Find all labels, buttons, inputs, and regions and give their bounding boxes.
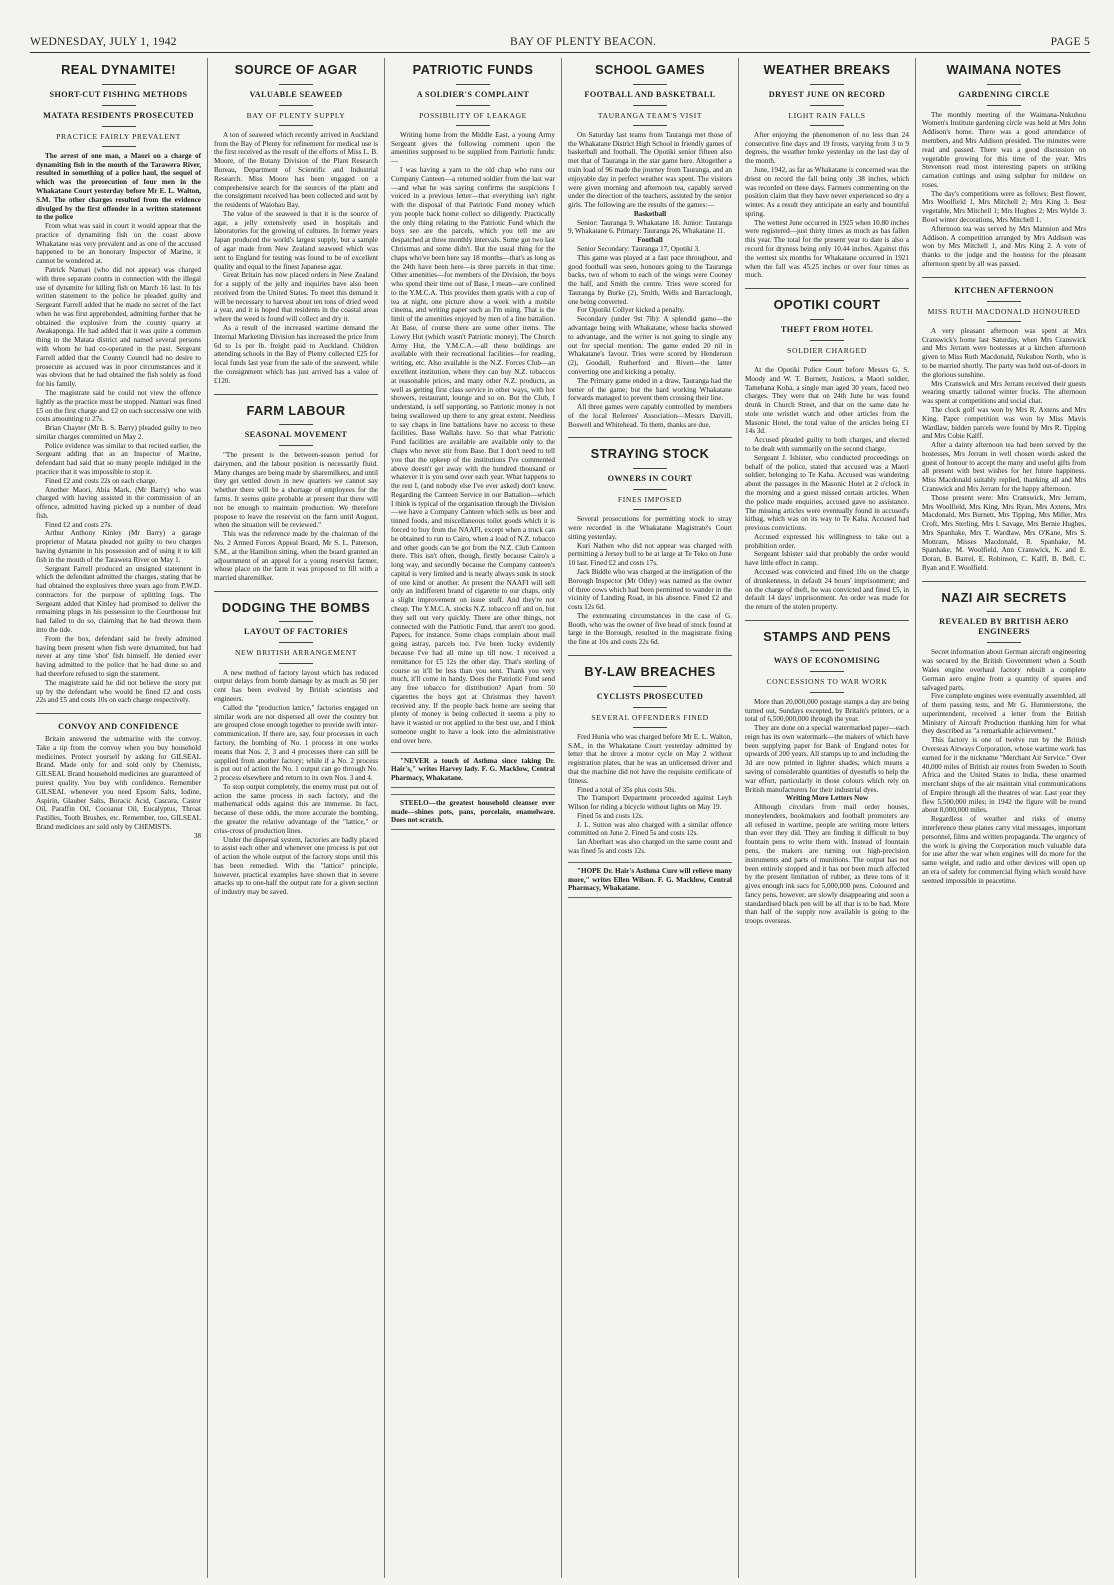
- paragraph: Secondary (under 9st 7lb): A splendid game—the advantage being with Whakatane, whose backs showed to advantage, and the writer is not going to single any out for special mention. The game ended 20 nil in Whakatane's favour. Tries were scored by Henderson (2), Goodall, Rutherford and Rivett—the latter converting one and kicking a penalty.: [568, 315, 732, 376]
- paragraph: The day's competitions were as follows: Best flower, Mrs Woolfield 1, Mrs Mitchell 2; Mrs King 3. Best vegetable, Mrs Mitchell 1; Mrs Hughes 2; Mrs Wylde 3. Bowl winter decorations, Mrs Mitchell 1.: [922, 189, 1086, 224]
- ad-headline: CONVOY AND CONFIDENCE: [58, 722, 179, 732]
- paragraph: Regardless of weather and risks of enemy interference these planes carry vital messages, important personnel, films and written propaganda. The urgency of the work is giving the Corporation much valuable data for use after the war when engines will do more for the same weight, and radio and other devices will open up an era of safety for commercial flying which would have seemed impossible in peacetime.: [922, 815, 1086, 885]
- paragraph: Under the dispersal system, factories are badly placed to assist each other and whenever one process is put out of action the whole output of the factory stops until this has been remedied. With the "lattice" principle, however, practical examples have shown that in severe attacks up to one-half the output rate for a given section of industry may be saved.: [214, 835, 378, 897]
- article-by-law-breaches: [568, 664, 732, 856]
- paragraph: Great Britain has now placed orders in New Zealand for a supply of the jelly and inquiries have also been received from the United States. To meet this demand it will be necessary to harvest about ten tons of dried weed a year, and it is hoped that residents in the coastal areas where the weed is found will collect and dry it.: [214, 271, 378, 324]
- headline: REAL DYNAMITE!: [61, 62, 176, 77]
- paragraph: Police evidence was similar to that recited earlier, the Sergeant adding that as an Inspector of Marine, defendant had said that so many people indulged in the practice that it was impossible to stop it.: [36, 441, 201, 476]
- divider: [633, 105, 667, 106]
- paragraph: Brian Chayter (Mr B. S. Barry) pleaded guilty to two similar charges committed on May 2.: [36, 424, 201, 441]
- paragraph: The clock golf was won by Mrs R. Axtens and Mrs King. Paper competition was won by Miss Mavis Wardlaw, hidden parcels were found by Mrs R. Tipping and Mrs Cobie Kalff.: [922, 405, 1086, 441]
- subheading: A SOLDIER'S COMPLAINT: [416, 89, 530, 99]
- divider: [456, 125, 490, 126]
- subheading: NEW BRITISH ARRANGEMENT: [234, 648, 358, 658]
- subheading: KITCHEN AFTERNOON: [954, 285, 1054, 295]
- article-straying-stock: [568, 446, 732, 647]
- paragraph: Called the "production lattice," factories engaged on similar work are not dispersed all over the country but are grouped close enough together to provide swift inter-communication. If there are, say, four processes in each factory, the bombing of No. 1 process in one works means that Nos. 2, 3 and 4 processes there can still be supplied from another factory; while if a No. 2 process is put out of action the No. 1 output can go through No. 2 process elsewhere and return to its own Nos. 3 and 4.: [214, 703, 378, 783]
- divider: [987, 611, 1021, 612]
- paragraph: Five complete engines were eventually assembled, all of them passing tests, and Mr G. Hummerstone, the superintendent, received a letter from the British Ministry of Aircraft Production thanking him for what they described as "a remarkable achievement.": [922, 692, 1086, 736]
- paragraph: All three games were capably controlled by members of the local Referees' Association—Messrs Darvill, Boswell and Whitehead. To them, thanks are due.: [568, 403, 732, 429]
- paragraph: They are done on a special watermarked paper—each reign has its own watermark—the makers of which have been supplying paper for Bank of England notes for upwards of 200 years. All stamps up to and including the 3d are now printed in lighter shades, which means a saving of considerable quantities of dyestuffs to help the war effort, particularly in those colours which rely on British manufacturers for their industrial dyes.: [745, 724, 909, 794]
- divider: [279, 445, 313, 446]
- subheading: MATATA RESIDENTS PROSECUTED: [43, 110, 194, 120]
- divider: [279, 105, 313, 106]
- section-divider: [745, 620, 909, 621]
- subheading: CONCESSIONS TO WAR WORK: [766, 677, 888, 687]
- divider: [456, 84, 490, 85]
- divider: [987, 105, 1021, 106]
- ad-text: "HOPE Dr. Hair's Asthma Cure will relieve many more," writes Ellen Wilson. F. G. Macklow, Central Pharmacy, Whakatane.: [568, 866, 732, 893]
- divider: [279, 621, 313, 622]
- column-5: [738, 58, 915, 1578]
- divider: [810, 671, 844, 672]
- headline: SCHOOL GAMES: [595, 62, 705, 77]
- headline: STAMPS AND PENS: [763, 628, 891, 644]
- divider: [633, 686, 667, 687]
- paragraph: To stop output completely, the enemy must put out of action the same process in each factory, and the mathematical odds against this are immense. In fact, because of these odds, the more accurate the bombing, the greater the relative advantage of the "lattice," or criss-cross of production lines.: [214, 782, 378, 835]
- ad-asthma-cure: [391, 752, 555, 788]
- subheading: SEVERAL OFFENDERS FINED: [591, 712, 709, 722]
- ad-text: STEELO—the greatest household cleanser ever made—shines pots, pans, porcelain, enamelware. Does not scratch.: [391, 798, 555, 825]
- divider: [279, 424, 313, 425]
- subheading: TAURANGA TEAM'S VISIT: [597, 110, 703, 120]
- headline: BY-LAW BREACHES: [584, 664, 716, 679]
- paragraph: Sergeant Farrell produced an unsigned statement in which the defendant admitted the charges, stating that he had obtained the explosives three years ago from P.W.D. contractors for the purpose of splitting logs. The Sergeant added that Kinley had promised to deliver the remaining plugs in his possession to the Courthouse but had failed to do so, claiming that he had thrown them into the tide.: [36, 564, 201, 635]
- paragraph: The monthly meeting of the Waimana-Nukuhou Women's Institute gardening circle was held at Mrs John Addison's home. There was a good attendance of members, and Mrs Addison presided. The minutes were read and passed. There was a good discussion on vegetable growing for this time of the year. Mrs Stevenson read most interesting papers on striking carnation cuttings and using sulphur for mildew on roses.: [922, 110, 1086, 189]
- column-6: [915, 58, 1092, 1578]
- divider: [279, 84, 313, 85]
- subheading: LAYOUT OF FACTORIES: [244, 627, 348, 637]
- article-opotiki-court: [745, 297, 909, 612]
- paragraph: Although circulars from mail order houses, moneylenders, bookmakers and football promoters are all refused in wartime, people are writing more letters than ever they did. They are finding it difficult to buy fountain pens to write them with. Instead of fountain pens, the makers are turning out high-precision instruments and parts of munitions. The output has not been entirely stopped and it has not been much affected by the present limitation of rubber, as three tons of it gives enough ink sacs for 5,000,000 pens. Coloured and fancy pens, however, are slowly disappearing and soon a standardised black pen will be all that is to be had. More than half of the supply now available is going to the troops overseas.: [745, 803, 909, 926]
- paragraph: Mrs Cranswick and Mrs Jerram received their guests wearing smartly tailored winter frocks. The afternoon was spent at competitions and social chat.: [922, 379, 1086, 406]
- paragraph: A new method of factory layout which has reduced output delays from bomb damage by as much as 50 per cent has been evolved by British scientists and engineers.: [214, 668, 378, 704]
- ad-body: Britain answered the submarine with the convoy. Take a tip from the convoy when you buy household medicines. Protect yourself by asking for GILSEAL Brand. Made only for and sold only by Chemists, GILSEAL Brand household medicines are guaranteed of purest quality. You buy with confidence. Remember GILSEAL whenever you need Epsom Salts, Iodine, Aspirin, Glauber Salts, Boracic Acid, Cascara, Castor Oil, Paraffin Oil, Cocoanut Oil, Eucalyptus, Throat Pastilles, Tooth Brushes, etc. Remember, too, GILSEAL Brand medicines are sold only by CHEMISTS.: [36, 735, 201, 831]
- paragraph: For Opotiki Collyer kicked a penalty.: [577, 306, 685, 315]
- divider: [102, 84, 136, 85]
- paragraph: Patrick Namari (who did not appear) was charged with three separate counts in connection with the illegal use of dynamite for killing fish on March 16 last. In his written statement to the police he pleaded guilty and Sergeant Farrell added that he made no secret of the fact when he was first apprehended, admitting further that he obtained the explosive from the county quarry at Awakaponga. He had added that it was quite a common thing in the Matata district and named several persons with whom he had co-operated in the past. Sergeant Farrell added that the County Council had no desire to prosecute as accused was in poor circumstances and it was obvious that he had obtained the fish solely as food for his family.: [36, 266, 201, 389]
- section-divider: [922, 581, 1086, 582]
- paragraph: Fined £2 and costs 27s.: [45, 520, 113, 529]
- paragraph: "The present is the between-season period for dairymen, and the labour position is necessarily fluid. Many changes are being made by sharemilkers, and until they get settled down in new quarters we cannot say whether there will be a shortage of employees for the farms. It seems quite probable at present that there will not be enough to maintain production. We therefore propose to leave the reservist on the farm until August, when the situation will be reviewed.": [214, 451, 378, 530]
- paragraph: A very pleasant afternoon was spent at Mrs Cranswick's home last Saturday, when Mrs Cranswick and Mrs Jerram were hostesses at a kitchen afternoon given to Miss Ruth Macdonald, Nukuhou North, who is to be married shortly. The party was held out-of-doors in the glorious sunshine.: [922, 326, 1086, 379]
- subheading: CYCLISTS PROSECUTED: [596, 691, 704, 701]
- paragraph: Several prosecutions for permitting stock to stray were recorded in the Whakatane Magistrate's Court sitting yesterday.: [568, 515, 732, 541]
- paragraph: The magistrate said he did not believe the story put up by the defendant who would be fined £2 and costs 22s and £5 and costs 10s on each charge respectively.: [36, 678, 201, 705]
- section-divider: [745, 288, 909, 289]
- section-divider: [214, 591, 378, 592]
- page-number: PAGE 5: [1050, 36, 1090, 48]
- divider: [810, 650, 844, 651]
- subheading: FOOTBALL AND BASKETBALL: [584, 89, 716, 99]
- subheading: DRYEST JUNE ON RECORD: [768, 89, 886, 99]
- divider: [810, 340, 844, 341]
- paragraph: Arthur Anthony Kinley (Mr Barry) a garage proprietor of Matata pleaded not guilty to two charges having dynamite in his possession and of using it to kill fish in the mouth of the Tarawera River on May 1.: [36, 529, 201, 564]
- paragraph: At the Opotiki Police Court before Messrs G. S. Moody and W. T. Burnett, Justices, a Maori soldier, Tamehana Koha, a single man aged 30 years, faced two charges. They were that on 24th June he was found drunk in Church Street, and that on the same date he stole one wristlet watch and other articles from the Masonic Hotel, the total value of the articles being £1 14s 3d.: [745, 366, 909, 436]
- subheading: GARDENING CIRCLE: [958, 89, 1050, 99]
- divider: [810, 319, 844, 320]
- paragraph: The value of the seaweed is that it is the source of agar, a jelly extensively used in hospitals and laboratories for the growing of cultures. In former years Japan produced the world's largest supply, but a sample of agar made from New Zealand seaweed which was sent to England for testing was found to be of excellent quality and equal to the finest Japanese agar.: [214, 209, 378, 271]
- paragraph: Fined £2 and costs 22s on each charge.: [45, 476, 158, 485]
- paragraph: Accused was convicted and fined 10s on the charge of drunkenness, in default 24 hours' imprisonment; and on the charge of theft, he was convicted and fined £5, in default 14 days' imprisonment. An order was made for the return of the stolen property.: [745, 567, 909, 612]
- headline: FARM LABOUR: [246, 402, 346, 418]
- paragraph: Ian Aberhart was also charged on the same count and was fined 5s and costs 12s.: [568, 838, 732, 856]
- paragraph: The Primary game ended in a draw, Tauranga had the better of the game; but the hard working Whakatane forwards managed to prevent them crossing their line.: [568, 376, 732, 403]
- paragraph: The magistrate said he could not view the offence lightly as the practice must be stopped. Namari was fined £5 on the first charge and £2 on each successive one with costs amounting to 27s.: [36, 388, 201, 424]
- subheading: FINES IMPOSED: [617, 495, 683, 505]
- divider: [279, 125, 313, 126]
- columns: [30, 58, 1092, 1578]
- paragraph: After a dainty afternoon tea had been served by the hostesses, Mrs Jerram in well chosen words asked the guest of honour to accept the many and useful gifts from all present with best wishes for her future happiness. Miss Macdonald suitably replied, thanking all and Mrs Cranswick and Mrs Jerram for the happy afternoon.: [922, 441, 1086, 493]
- divider: [810, 125, 844, 126]
- article-kitchen-afternoon: [922, 286, 1086, 573]
- subheading: SOLDIER CHARGED: [787, 345, 867, 355]
- paragraph: Accused pleaded guilty to both charges, and elected to be dealt with summarily on the second charge.: [745, 436, 909, 454]
- paragraph: Another Maori, Abia Mark, (Mr Barry) who was charged with having assisted in the commission of an offence, admitted having picked up a number of dead fish.: [36, 485, 201, 520]
- paragraph: Fined a total of 35s plus costs 50s.: [577, 785, 677, 794]
- subheading: LIGHT RAIN FALLS: [788, 110, 866, 120]
- article-source-of-agar: [214, 62, 378, 386]
- article-weather-breaks: [745, 62, 909, 280]
- paragraph: Writing home from the Middle East, a young Army Sergeant gives the following comment upon the amenities supposed to be supplied from Patriotic funds:—: [391, 130, 555, 166]
- paragraph: This was the reference made by the chairman of the No. 2 Armed Forces Appeal Board, Mr S. L. Paterson, S.M., at the Hamilton sitting, when the board granted an adjournment of an appeal for a young reservist farmer, whose place on the farm it was proposed to fill with a married sharemilker.: [214, 530, 378, 583]
- divider: [810, 360, 844, 361]
- subheading: VALUABLE SEAWEED: [249, 89, 343, 99]
- paragraph: Secret information about German aircraft engineering was secured by the British Government when a South Wales engine overhaul factory rebuilt a complete German aero engine from a quantity of spares and salvaged parts.: [922, 648, 1086, 692]
- article-nazi-air-secrets: [922, 590, 1086, 886]
- headline: PATRIOTIC FUNDS: [412, 62, 534, 77]
- subheading: BAY OF PLENTY SUPPLY: [246, 110, 346, 120]
- article-school-games: [568, 62, 732, 429]
- divider: [987, 84, 1021, 85]
- paragraph: J. L. Sutton was also charged with a similar offence committed on June 2. Fined 5s and costs 12s.: [568, 820, 732, 838]
- column-1: [30, 58, 207, 1578]
- headline: DODGING THE BOMBS: [221, 599, 371, 615]
- subheading: PRACTICE FAIRLY PREVALENT: [56, 131, 181, 141]
- subheading: THEFT FROM HOTEL: [780, 324, 874, 334]
- lede-paragraph: The arrest of one man, a Maori on a charge of dynamiting fish in the mouth of the Tarawera River, resulted in something of a police haul, the sequel of which was the prosecution of four men in the Whakatane Court yesterday before Mr E. L. Walton, S.M. The other charges resulted from the evidence divulged by the first offender in a written statement to the police: [36, 151, 201, 222]
- article-waimana-notes: [922, 62, 1086, 269]
- divider: [102, 146, 136, 147]
- section-divider: [214, 394, 378, 395]
- headline: WAIMANA NOTES: [946, 62, 1062, 77]
- column-2: [207, 58, 384, 1578]
- paper-name: BAY OF PLENTY BEACON.: [510, 36, 657, 48]
- divider: [633, 727, 667, 728]
- paragraph: Senior: Tauranga 9, Whakatane 18. Junior: Tauranga 9, Whakatane 6. Primary: Tauranga 26, Whakatane 11.: [568, 218, 732, 236]
- article-stamps-and-pens: [745, 629, 909, 926]
- subheading: REVEALED BY BRITISH AERO ENGINEERS: [939, 617, 1069, 637]
- ad-number: 38: [193, 831, 201, 840]
- article-real-dynamite: [36, 62, 201, 705]
- divider: [633, 489, 667, 490]
- ad-convoy-and-confidence: [36, 722, 201, 840]
- paragraph: Sergeant J. Isbister, who conducted proceedings on behalf of the police, stated that accused was a Maori soldier, belonging to Te Kaha. Accused was wandering about the passages in the Masonic Hotel at 2 o'clock in the morning and a guest missed certain articles. When the police made enquiries, accused gave no assistance. The missing articles were eventually found in accused's kitbag, which was on its way to Te Kaha. Accused had previous convictions.: [745, 453, 909, 533]
- paragraph: Sergeant Isbister said that probably the order would have little effect in camp.: [745, 550, 909, 568]
- headline: SOURCE OF AGAR: [234, 62, 358, 77]
- divider: [102, 126, 136, 127]
- divider: [633, 84, 667, 85]
- section-heading: Writing More Letters Now: [785, 794, 869, 803]
- paragraph: A ton of seaweed which recently arrived in Auckland from the Bay of Plenty for refinement for medical use is the first received as the result of the efforts of Miss L. B. Moore, of the Botany Division of the Plant Research Bureau, Department of Scientific and Industrial Research. Miss Moore has been engaged on a comprehensive search for the sources of the plant and the consignment received has been collected and sent by the residents of Waiohau Bay.: [214, 130, 378, 210]
- divider: [102, 105, 136, 106]
- paragraph: Kuri Nathen who did not appear was charged with permitting a Jersey bull to be at large at Te Teko on June 10 last. Fined £2 and costs 17s.: [568, 541, 732, 568]
- column-3: [384, 58, 561, 1578]
- headline: STRAYING STOCK: [590, 446, 710, 462]
- divider: [633, 468, 667, 469]
- section-heading: Football: [637, 236, 663, 245]
- headline: NAZI AIR SECRETS: [941, 589, 1067, 605]
- article-patriotic-funds: [391, 62, 555, 746]
- divider: [633, 125, 667, 126]
- divider: [456, 105, 490, 106]
- paragraph: Senior Secondary: Tauranga 17, Opotiki 3.: [577, 245, 700, 254]
- section-heading: Basketball: [633, 209, 667, 218]
- divider: [987, 642, 1021, 643]
- divider: [279, 642, 313, 643]
- section-divider: [36, 713, 201, 714]
- paragraph: This game was played at a fast pace throughout, and good football was seen, honours going to the Tauranga backs, two of whom to each of the wings were Cooney the half, and Smith the centre. Tries were scored for Tauranga by Burke (2), Smith, Wells and Barraclough, one being converted.: [568, 253, 732, 306]
- paragraph: After enjoying the phenomenon of no less than 24 consecutive fine days and 19 frosts, varying from 3 to 9 degrees, the weather broke yesterday on the last day of the month.: [745, 130, 909, 166]
- paragraph: The Transport Department proceeded against Leyh Wilson for riding a bicycle without lights on May 19.: [568, 794, 732, 812]
- paragraph: As a result of the increased wartime demand the Internal Marketing Division has increased the price from 6d to 1s per lb. freight paid to Auckland. Children attending schools in the Bay of Plenty collected £25 for local funds last year from the sale of the seaweed, while the consignment which has just arrived has a value of £120.: [214, 324, 378, 385]
- article-farm-labour: [214, 403, 378, 583]
- masthead: [30, 30, 1090, 53]
- headline: WEATHER BREAKS: [763, 62, 891, 77]
- issue-date: WEDNESDAY, JULY 1, 1942: [30, 36, 177, 48]
- paragraph: I was having a yarn to the old chap who runs our Company Canteen—a returned soldier from the last war—and what he was saying confirms the suspicions I voiced in a previous letter—that everything isn't right with the disposal of that Patriotic Fund money which you people back home collect so diligently. Practically the only thing relating to the Patriotic Fund which the boys see are the parcels, which you tell me are despatched at three monthly intervals. Some got two last Christmas and some didn't. But the usual thing for the chaps who've been here say 18 months—that's as long as the 24th have been here—is three parcels in that time. Other amenities—for members of the Division, the boys who spend their time out of Base, I mean—are confined to the Y.M.C.A. This provides them gratis with a cup of tea at night, one picture show a week with a mobile cinema, and writing paper such as I'm using. That is the limit of the amenities enjoyed by men of a line battalion. At Base, of course there are some other items. The Lowry Hut (which wasn't Patriotic money). The Church Army Hut, the Y.M.C.A.—all these buildings are available with their recreational facilities—for reading, writing, etc. Also available is the N.Z. Forces Club—an excellent institution, where they can buy N.Z. tobaccos at reasonable prices, and many other N.Z. products, as well as getting first class service in other ways, with hot showers, restaurant, lounge and so on. But the Club, I understand, is self supporting, so Patriotic money is not being swallowed up there to any great extent. Needless to say chaps in line battalions have no access to these facilities. Base Wallahs have. So that what Patriotic Fund facilities are available are available only to the chaps who never stir from Base. But I don't need to tell you that the upkeep of the institutions I've commented above doesn't get away with the hundred thousand or whatever it is you send over each year. What happens to the rest I, (and nobody else I've ever asked) don't know. Regarding the Canteen Service in our Battalion—which I think is typical of the organisation through the Division—we have a Company Canteen which sells us beer and tinned foods, and miscellaneous toilet goods which it is forced to buy from the NAAFI, except when a truck can be obtained to run to Cairo, when a load of N.Z. tobacco and other goods can be got from the N.Z. Club Canteen there. This isn't often, though, firstly because Cairo's a long way, and secondly because the Company canteen's capital is very limited and is nearly always sunk in stock of one kind or another. At present the NAAFI will sell only an indifferent brand of cigarette to our chaps, only a slight improvement on issue stuff. And they're not cheap. The Y.M.C.A. stocks N.Z. tobacco off and on, but they sell out very quickly. There are other things, not connected with the Patriotic Fund, that aren't too good. Papers, for instance. Some chaps complain about mail going astray, parcels too. I've been lucky evidently because I've had all mine up till now. I received a remittance for £5 12s the other day. That's sterling of course so it'll be less than you sent. Thank you very much, it'll come in handy. Does the Patriotic Fund send any free tobacco for distribution? Apart from 50 cigarettes the boys got at Christmas they haven't received any. If the people back home are seeing that plenty of money is being collected it seems a pity to have it wasted or not applied to the best use, and I think someone ought to have a look into the administrative end over here.: [391, 165, 555, 745]
- divider: [987, 321, 1021, 322]
- headline: OPOTIKI COURT: [773, 297, 881, 313]
- divider: [810, 692, 844, 693]
- paragraph: From what was said in court it would appear that the practice of dynamiting fish on the coast above Whakatane was very prevalent and as one of the accused happened to be an honorary Inspector of Marine, it cannot be wondered at.: [36, 222, 201, 266]
- paragraph: Fred Hunia who was charged before Mr E. L. Walton, S.M., in the Whakatane Court yesterday admitted by letter that he drove a motor cycle on May 2 without registration plates, that he was an unlicensed driver and that the machine did not have the requisite certificate of fitness.: [568, 732, 732, 785]
- subheading: MISS RUTH MACDONALD HONOURED: [927, 306, 1081, 316]
- paragraph: The wettest June occurred in 1925 when 10.80 inches were registered—just thirty times as much as has fallen this year. The total for the present year to date is also a record for dryness being only 10.44 inches. Against this the wettest six months for Whakatane occurred in 1921 when the fall was 45.25 inches or over four times as much.: [745, 218, 909, 280]
- section-divider: [922, 277, 1086, 278]
- divider: [633, 707, 667, 708]
- divider: [279, 663, 313, 664]
- paragraph: More than 20,000,000 postage stamps a day are being turned out, Sundays excepted, by Britain's printers, or a total of 6,500,000,000 through the year.: [745, 697, 909, 724]
- subheading: SEASONAL MOVEMENT: [244, 430, 348, 440]
- divider: [987, 301, 1021, 302]
- paragraph: June, 1942, as far as Whakatane is concerned was the driest on record the fall being only .38 inches, which was recorded on three days. Farmers commenting on the position claim that they have never experienced so dry a winter. As a result they anticipate an early and bountiful spring.: [745, 165, 909, 218]
- section-divider: [568, 655, 732, 656]
- paragraph: Accused expressed his willingness to take out a prohibition order.: [745, 532, 909, 550]
- paragraph: This factory is one of twelve run by the British Overseas Airways Corporation, whose wartime work has earned for it the nickname "Merchant Air Service." Over 40,000 miles of British air routes from Sweden to South Africa and the United States to India, these unarmed merchant ships of the air maintain vital communications of Empire through all the theatres of war. Last year they flew 5,500,000 miles; in 1942 the figure will be round about 8,000,000 miles.: [922, 736, 1086, 815]
- paragraph: Those present were: Mrs Cranswick, Mrs Jerram, Mrs Woolfield, Mrs King, Mrs Ryan, Mrs Axtens, Mrs Macdonald, Mrs Burnett, Mrs Tipping, Mrs Miller, Mrs Croft, Mrs Sterling, Mrs I. Savage, Mrs Bernie Hughes, Mrs Spanhake, Mrs T. Wardlaw, Mrs O'Kane, Mrs S. Mottram, Misses Macdonald, R. Spanhake, M. Spanhake, M. Woolfield, Ann Cranswick, K. and E. Doran, B. Barrel, E. Robinson, C. Kalff, B. Bell, C. Ryan and F. Woolfield.: [922, 493, 1086, 573]
- divider: [810, 84, 844, 85]
- divider: [633, 509, 667, 510]
- column-4: [561, 58, 738, 1578]
- paragraph: On Saturday last teams from Tauranga met those of the Whakatane District High School in friendly games of basketball and football. The Opotiki senior fifteen also met that of Tauranga in the star game here. Altogether a train load of 96 made the journey from Tauranga, and an enjoyable day in perfect weather was spent. The visitors were given morning and afternoon tea, capably served under the direction of the teachers, assisted by the senior girls. The following are the results of the games:—: [568, 130, 732, 210]
- paragraph: The extenuating circumstances in the case of G. Booth, who was the owner of five head of stock found at large in the Borough, resulted in the magistrate fixing the fine at 10s and costs 22s 6d.: [568, 611, 732, 647]
- paragraph: Jack Biddle who was charged at the instigation of the Borough Inspector (Mr Otley) was named as the owner of three cows which had been permitted to wander in the vicinity of Landing Road, in his absence. Fined £2 and costs 12s 6d.: [568, 567, 732, 612]
- paragraph: Fined 5s and costs 12s.: [577, 811, 644, 820]
- ad-steelo: [391, 794, 555, 830]
- section-divider: [568, 437, 732, 438]
- paragraph: From the box, defendant said he freely admitted having been present when fish were dynamited, but had never at any time 'shot' fish himself. He denied ever having admitted to the police that he had done so and had therefore refused to sign the statement.: [36, 634, 201, 678]
- subheading: WAYS OF ECONOMISING: [773, 656, 881, 666]
- ad-asthma-cure: [568, 862, 732, 898]
- divider: [810, 105, 844, 106]
- subheading: OWNERS IN COURT: [607, 474, 693, 484]
- subheading: SHORT-CUT FISHING METHODS: [49, 89, 188, 99]
- subheading: POSSIBILITY OF LEAKAGE: [419, 110, 527, 120]
- article-dodging-the-bombs: [214, 600, 378, 897]
- paragraph: Afternoon tea was served by Mrs Mannion and Mrs Addison. A competition arranged by Mrs Addison was won by Mrs Mitchell 1, and Mrs King 2. A vote of thanks to the judge and the hostess for the pleasant afternoon spent by all was passed.: [922, 224, 1086, 268]
- ad-text: "NEVER a touch of Asthma since taking Dr. Hair's," writes Harvey lady. F. G. Macklow, Central Pharmacy, Whakatane.: [391, 756, 555, 783]
